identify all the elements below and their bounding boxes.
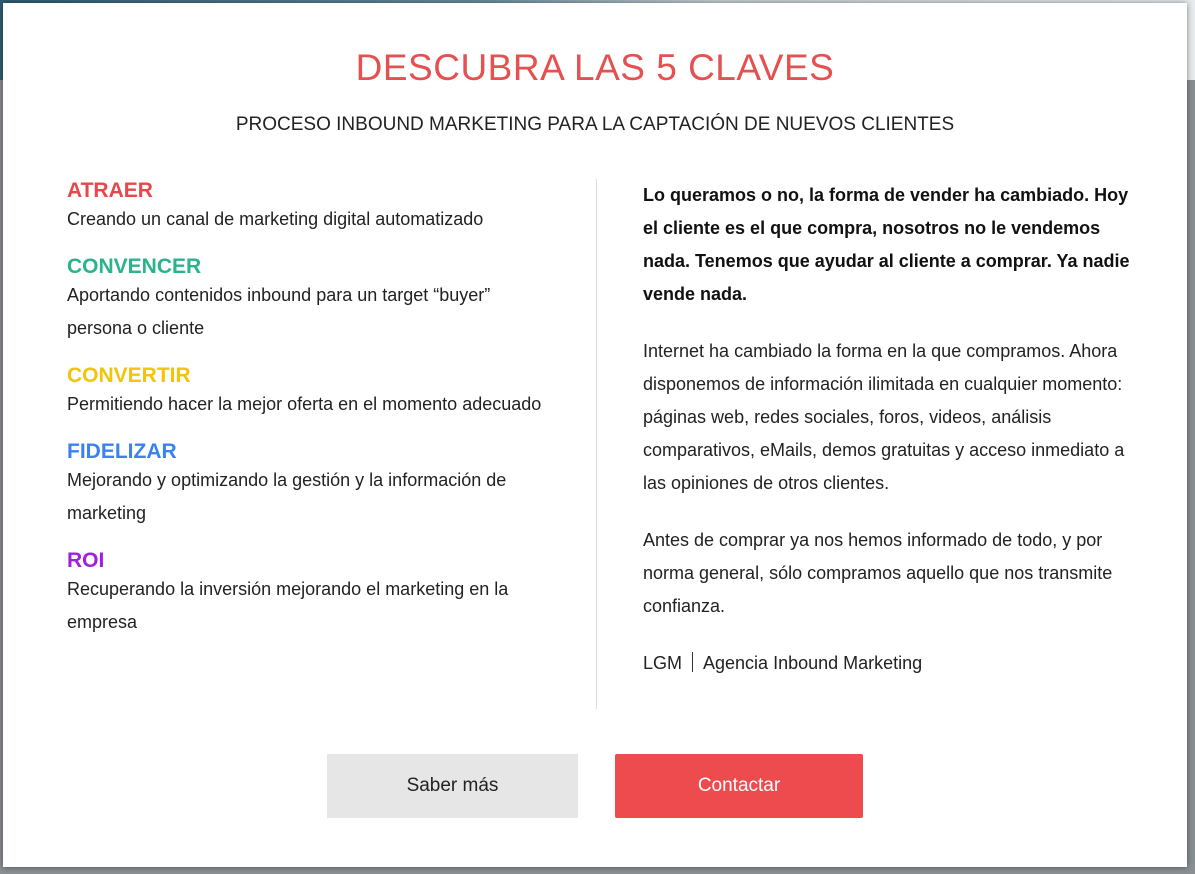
contact-button[interactable]: Contactar (615, 754, 863, 818)
key-item-fidelizar (67, 438, 557, 530)
modal-dialog (3, 3, 1187, 867)
body-paragraph: Antes de comprar ya nos hemos informado de todo, y por norma general, sólo compramos aquello que nos transmite confianza. (643, 530, 1113, 616)
keys-list (67, 177, 557, 656)
signature-brand: LGM (643, 653, 683, 673)
signature-separator (692, 652, 693, 672)
key-description: Permitiendo hacer la mejor oferta en el momento adecuado (67, 394, 542, 414)
signature (643, 647, 1133, 680)
intro-text (643, 179, 1133, 680)
key-description: Mejorando y optimizando la gestión y la información de marketing (67, 470, 507, 523)
key-item-atraer (67, 177, 557, 236)
key-title: ROI (67, 549, 105, 572)
body-paragraph: Internet ha cambiado la forma en la que compramos. Ahora disponemos de información ilimitada en cualquier momento: páginas web, redes sociales, foros, videos, análisis comparativos, eMails, demos gratuitas y acceso inmediato a las opiniones de otros clientes. (643, 341, 1125, 493)
key-description: Creando un canal de marketing digital automatizado (67, 209, 484, 229)
learn-more-button[interactable]: Saber más (327, 754, 578, 818)
column-divider (596, 179, 597, 709)
key-description: Recuperando la inversión mejorando el marketing en la empresa (67, 579, 509, 632)
key-description: Aportando contenidos inbound para un target “buyer” persona o cliente (67, 285, 491, 338)
modal-title: DESCUBRA LAS 5 CLAVES (355, 47, 835, 88)
key-title: FIDELIZAR (67, 440, 177, 463)
modal-subtitle: PROCESO INBOUND MARKETING PARA LA CAPTACIÓN DE NUEVOS CLIENTES (235, 114, 955, 135)
key-title: CONVERTIR (67, 364, 191, 387)
key-item-convertir (67, 362, 557, 421)
lead-paragraph: Lo queramos o no, la forma de vender ha cambiado. Hoy el cliente es el que compra, nosotros no le vendemos nada. Tenemos que ayudar al cliente a comprar. Ya nadie vende nada. (643, 185, 1130, 304)
key-title: ATRAER (67, 179, 153, 202)
key-title: CONVENCER (67, 255, 202, 278)
key-item-convencer (67, 253, 557, 345)
signature-text: Agencia Inbound Marketing (703, 653, 923, 673)
key-item-roi (67, 547, 557, 639)
